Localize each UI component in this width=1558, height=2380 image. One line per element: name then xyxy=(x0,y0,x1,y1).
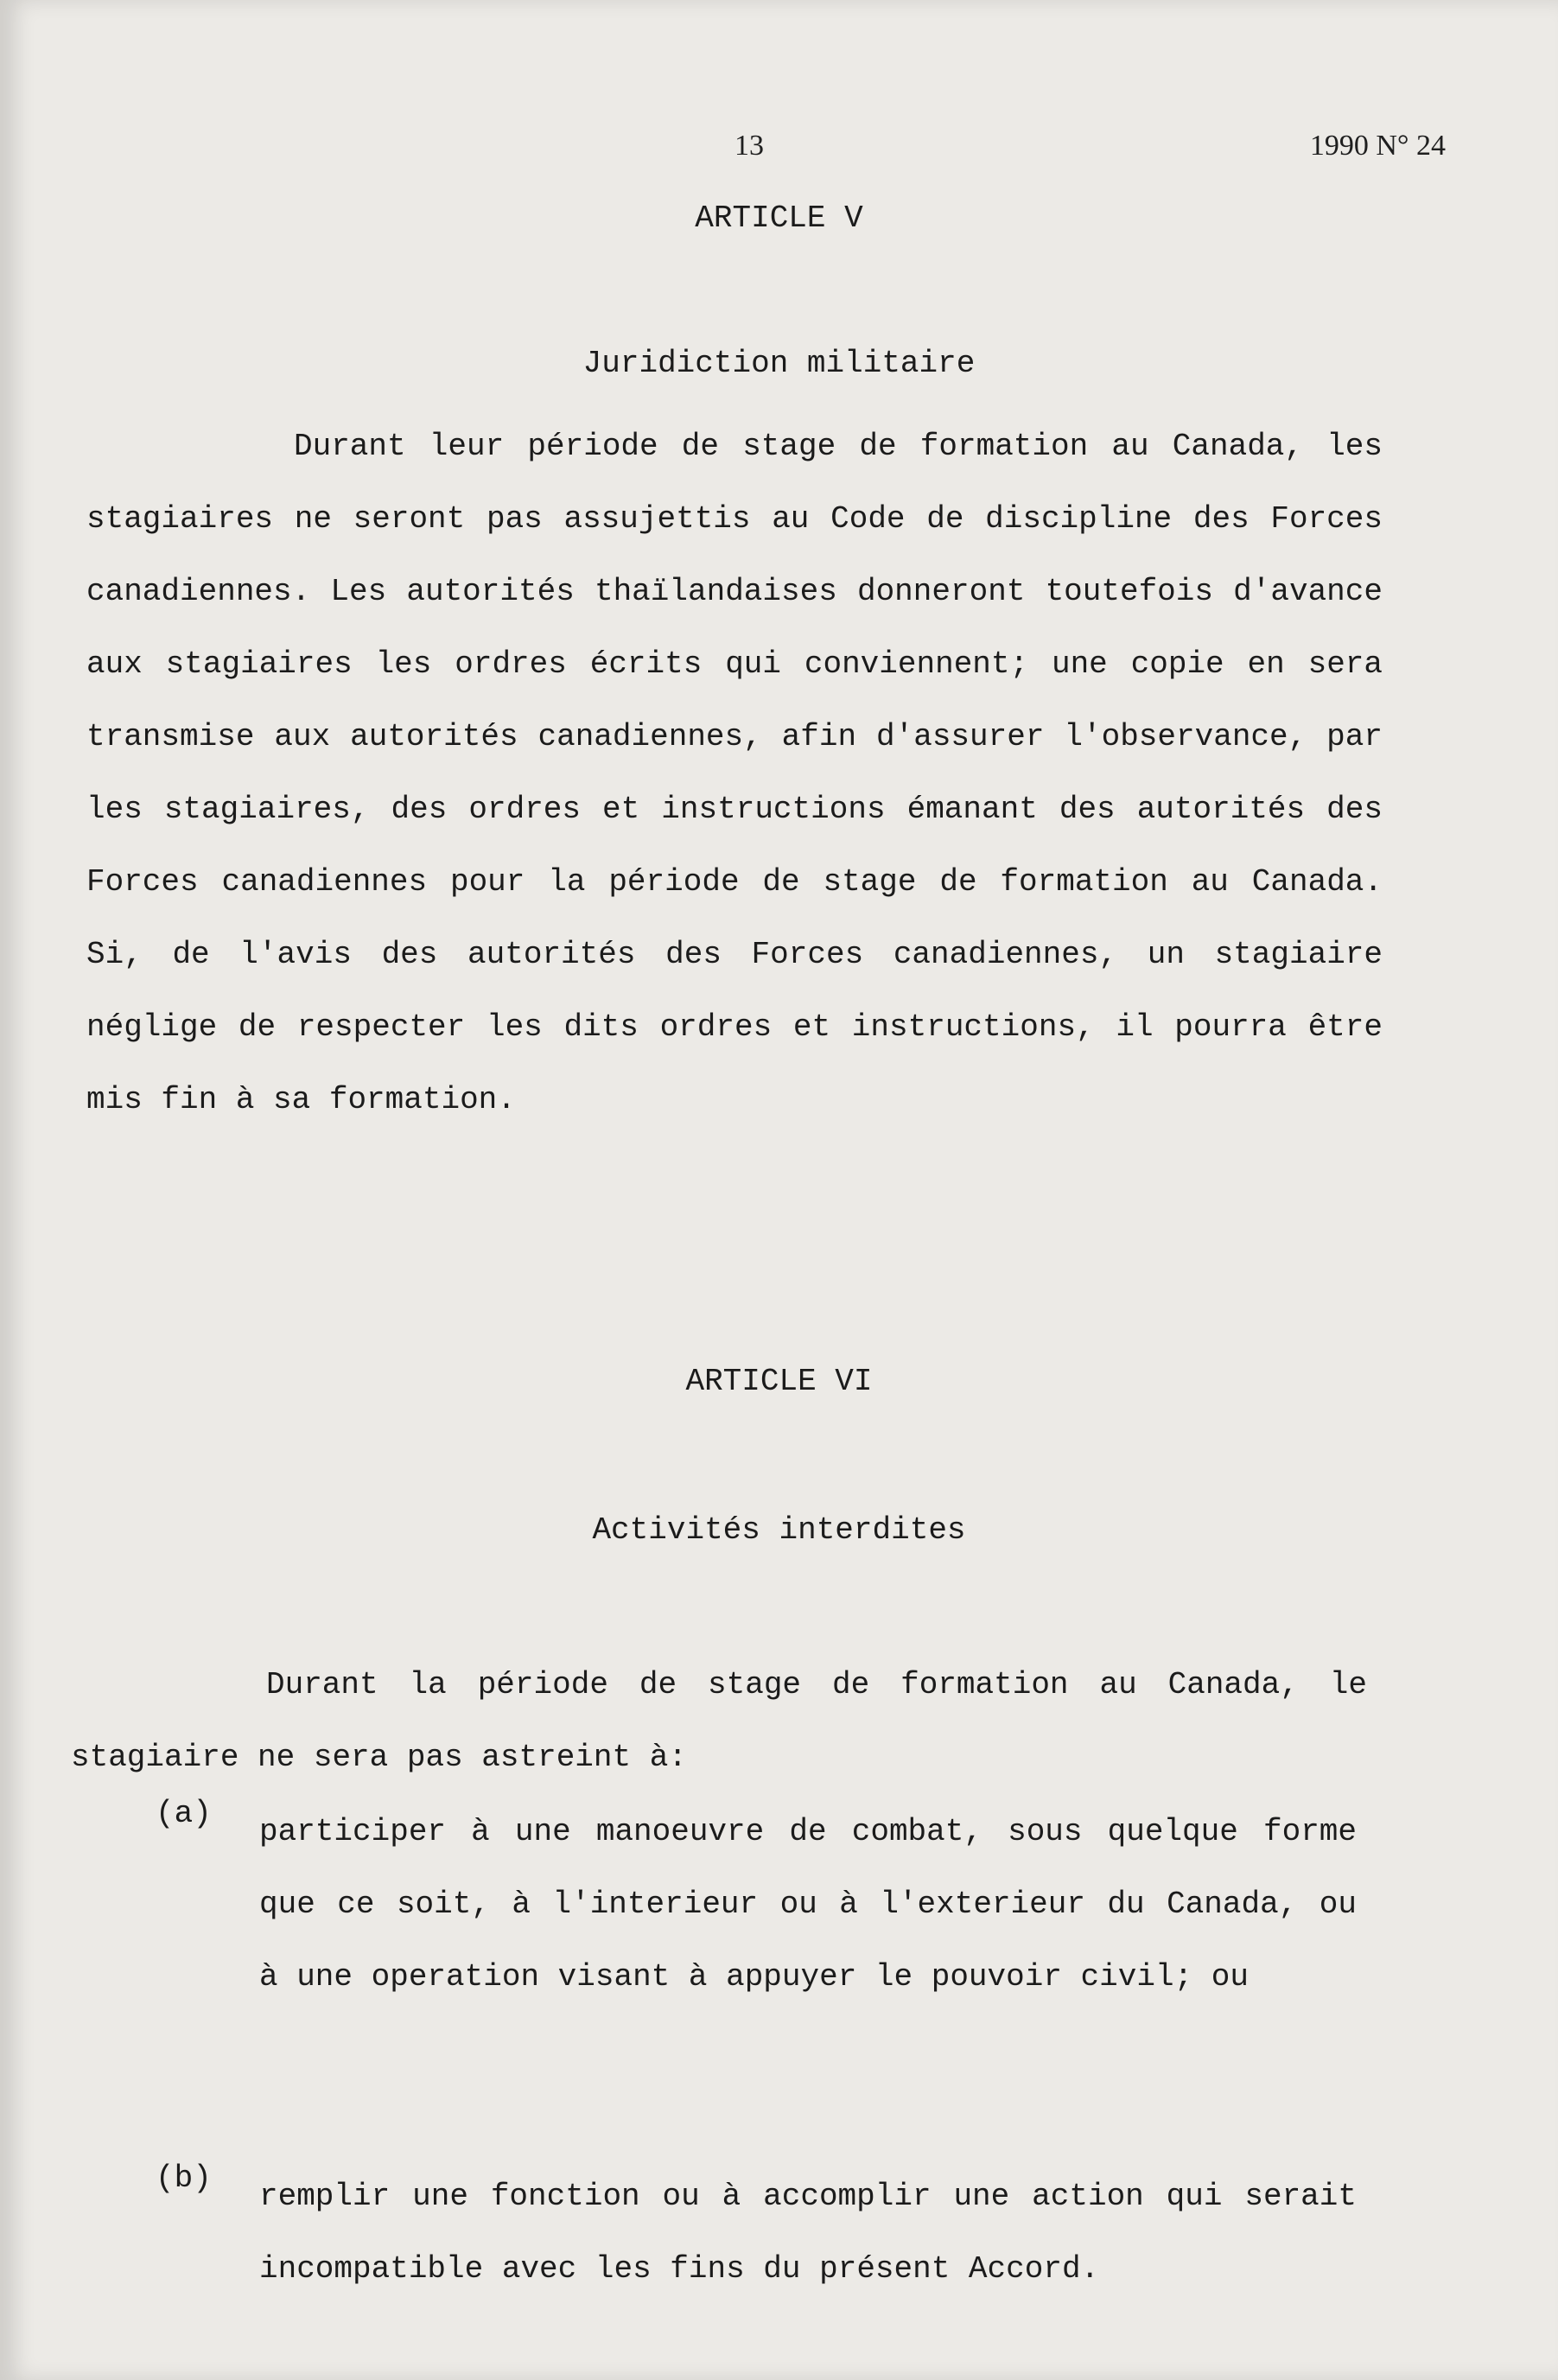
article-6-heading: ARTICLE VI xyxy=(685,1364,873,1399)
list-item-label: (a) xyxy=(156,1796,212,1831)
article-5-body: Durant leur période de stage de formation au Canada, les stagiaires ne seront pas assujettis au Code de discipline des Forces canadiennes. Les autorités thaïlandaises donneront toutefois d'avance aux stagiaires les ordres écrits qui conviennent; une copie en sera transmise aux autorités canadiennes, afin d'assurer l'observance, par les stagiaires, des ordres et instructions émanant des autorités des Forces canadiennes pour la période de stage de formation au Canada. Si, de l'avis des autorités des Forces canadiennes, un stagiaire néglige de respecter les dits ordres et instructions, il pourra être mis fin à sa formation. xyxy=(86,429,1383,1117)
document-reference: 1990 N° 24 xyxy=(1309,130,1446,162)
article-6-title: Activités interdites xyxy=(592,1512,966,1548)
article-5-heading: ARTICLE V xyxy=(695,200,863,236)
list-item-text: participer à une manoeuvre de combat, sous quelque forme que ce soit, à l'interieur ou à l'exterieur du Canada, ou à une operation visant à appuyer le pouvoir civil; ou xyxy=(259,1814,1357,1995)
article-6-intro: Durant la période de stage de formation au Canada, le stagiaire ne sera pas astreint à: xyxy=(71,1667,1367,1775)
list-item-text: remplir une fonction ou à accomplir une action qui serait incompatible avec les fins du présent Accord. xyxy=(259,2179,1357,2287)
article-5-title: Juridiction militaire xyxy=(582,346,976,381)
list-item-label: (b) xyxy=(156,2160,212,2196)
page-number: 13 xyxy=(734,130,764,162)
